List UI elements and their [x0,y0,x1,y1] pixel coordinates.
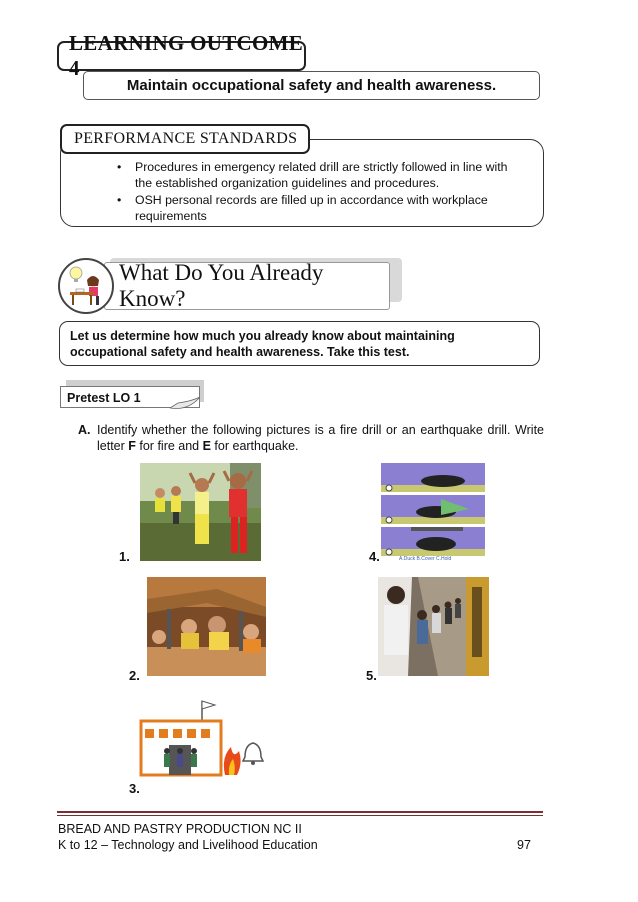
performance-standards-title: PERFORMANCE STANDARDS [60,124,310,154]
learning-outcome-statement: Maintain occupational safety and health awareness. [83,71,540,100]
footer-course-title: BREAD AND PASTRY PRODUCTION NC II [58,822,302,836]
learning-outcome-title: LEARNING OUTCOME 4 [57,41,306,71]
performance-standards-list [117,160,527,226]
bullet-icon: • [117,193,122,207]
corridor-evacuation-photo [378,577,489,676]
item-number-1: 1. [119,549,130,564]
bullet-icon: • [117,160,122,174]
pic4-caption: A.Duck B.Cover C.Hold [399,556,452,562]
under-desk-photo [147,577,266,676]
instruction-letter: A. [78,423,91,437]
school-fire-illustration [139,699,264,781]
footer-rule [57,811,543,813]
intro-text: Let us determine how much you already know about maintaining occupational safety and health awareness. Take this test. [59,321,540,366]
student-desk-icon [58,258,114,314]
list-item: • OSH personal records are filled up in accordance with workplace requirements [117,193,488,223]
page-curl-icon [170,397,200,411]
pretest-instruction: A. Identify whether the following pictures is a fire drill or an earthquake drill. Write letter F for fire and E for earthquake. [78,423,544,453]
item-number-3: 3. [129,781,140,796]
footer-subtitle: K to 12 – Technology and Livelihood Education [58,838,318,852]
fire-drill-photo [140,463,261,561]
page-number: 97 [517,838,531,852]
footer-rule-thin [57,815,543,816]
item-number-2: 2. [129,668,140,683]
pretest-label: Pretest LO 1 [60,386,200,408]
duck-cover-hold-illustration [381,463,485,561]
item-number-4: 4. [369,549,380,564]
section-heading: What Do You Already Know? [104,262,390,310]
item-number-5: 5. [366,668,377,683]
list-item: • Procedures in emergency related drill are strictly followed in line with the established organization guidelines and procedures. [117,160,508,190]
